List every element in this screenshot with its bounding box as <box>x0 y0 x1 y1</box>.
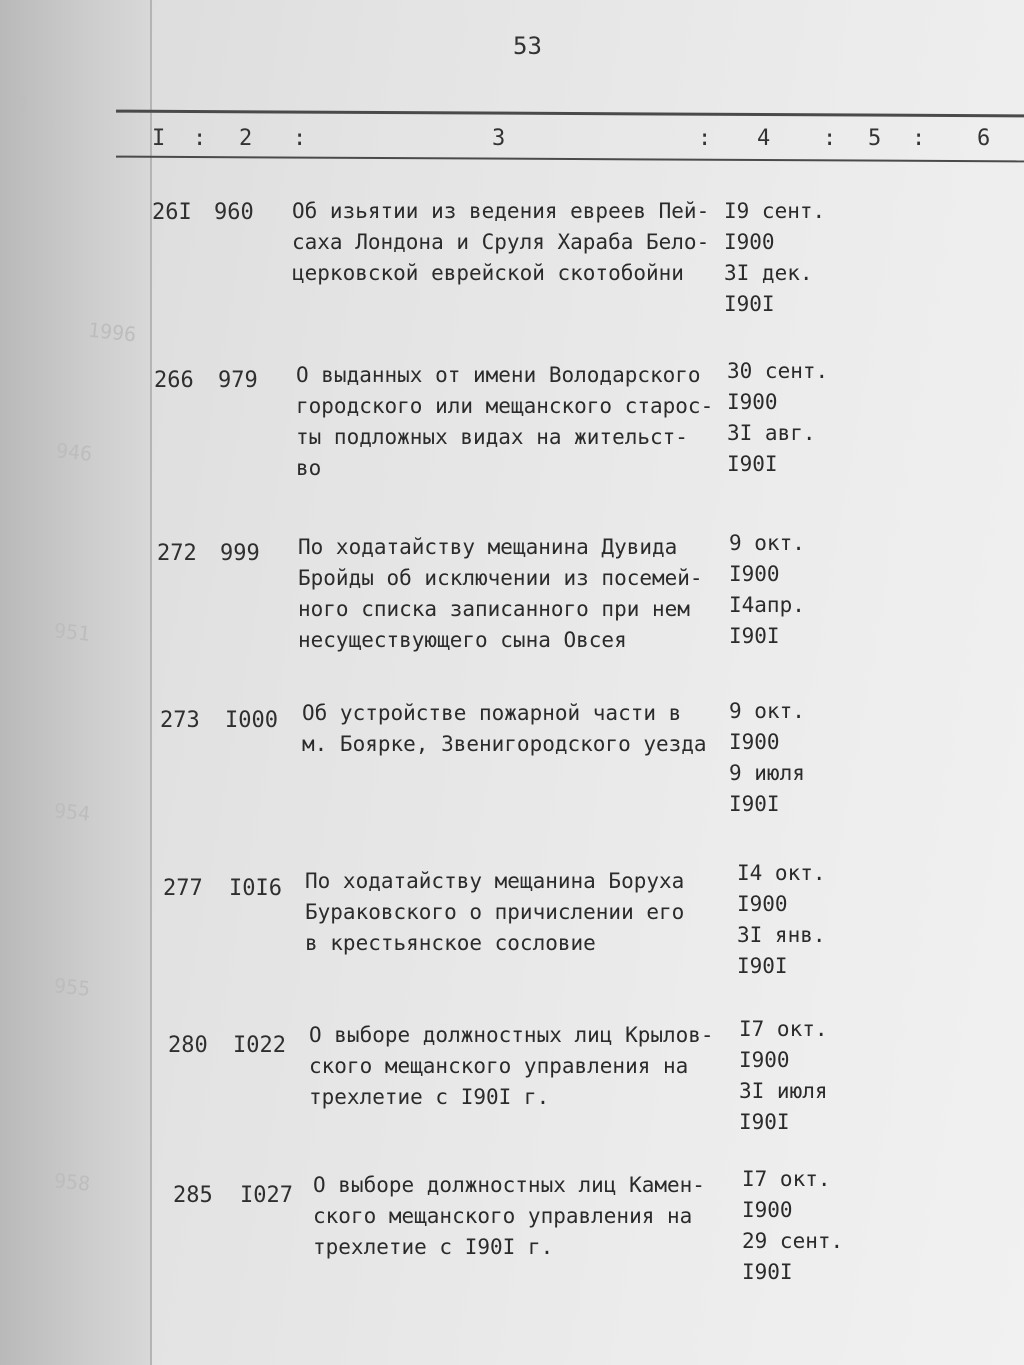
previous-page-edge <box>0 0 152 1365</box>
date-line: I900 <box>727 390 778 414</box>
date-line: I900 <box>742 1198 793 1222</box>
column-header-5: 5 <box>868 126 882 151</box>
case-dates <box>742 1164 843 1288</box>
date-line: I7 окт. <box>739 1017 828 1041</box>
record-number: 277 <box>163 876 203 901</box>
bleed-through-mark: 2 <box>14 91 30 117</box>
date-line: I90I <box>737 954 788 978</box>
case-dates <box>737 858 826 982</box>
date-line: I90I <box>729 792 780 816</box>
record-number: 26I <box>152 200 192 225</box>
date-line: 9 окт. <box>729 699 805 723</box>
case-title <box>302 698 707 760</box>
title-line: По ходатайству мещанина Боруха <box>305 869 685 893</box>
date-line: I4апр. <box>729 593 805 617</box>
bleed-through-mark: 946 <box>54 438 94 466</box>
case-number: 979 <box>218 368 258 393</box>
case-dates <box>729 696 805 820</box>
title-line: Об устройстве пожарной части в <box>302 701 682 725</box>
record-number: 272 <box>157 541 197 566</box>
date-line: 30 сент. <box>727 359 829 383</box>
case-title <box>313 1170 705 1263</box>
case-dates <box>724 196 825 320</box>
case-dates <box>729 528 805 652</box>
date-line: I900 <box>739 1048 790 1072</box>
title-line: ного списка записанного при нем <box>298 597 690 621</box>
column-separator: : <box>293 126 307 151</box>
date-line: 3I июля <box>739 1079 828 1103</box>
case-dates <box>739 1014 828 1138</box>
column-header-2: 2 <box>239 126 253 151</box>
case-number: 999 <box>220 541 260 566</box>
date-line: 9 июля <box>729 761 805 785</box>
case-title <box>305 866 684 959</box>
column-separator: : <box>823 126 837 151</box>
case-number: I022 <box>233 1033 286 1058</box>
date-line: I900 <box>737 892 788 916</box>
page-number: 53 <box>513 32 542 60</box>
title-line: во <box>296 456 322 480</box>
date-line: I90I <box>742 1260 793 1284</box>
date-line: I7 окт. <box>742 1167 831 1191</box>
title-line: Об изьятии из ведения евреев Пей- <box>292 199 710 223</box>
title-line: церковской еврейской скотобойни <box>292 261 684 285</box>
date-line: 3I авг. <box>727 421 816 445</box>
date-line: 3I дек. <box>724 261 813 285</box>
record-number: 266 <box>154 368 194 393</box>
date-line: 9 окт. <box>729 531 805 555</box>
bleed-through-mark: 958 <box>52 1168 92 1196</box>
title-line: саха Лондона и Сруля Хараба Бело- <box>292 230 710 254</box>
date-line: I90I <box>729 624 780 648</box>
date-line: I90I <box>724 292 775 316</box>
case-number: 960 <box>214 200 254 225</box>
title-line: ского мещанского управления на <box>309 1054 689 1078</box>
column-separator: : <box>912 126 926 151</box>
bleed-through-mark: 951 <box>52 618 92 646</box>
case-number: I0I6 <box>229 876 282 901</box>
date-line: I900 <box>729 562 780 586</box>
title-line: ты подложных видах на жительст- <box>296 425 688 449</box>
bleed-through-mark: 954 <box>52 798 92 826</box>
record-number: 273 <box>160 708 200 733</box>
title-line: О выборе должностных лиц Крылов- <box>309 1023 714 1047</box>
record-number: 285 <box>173 1183 213 1208</box>
title-line: Бройды об исключении из посемей- <box>298 566 703 590</box>
date-line: I9 сент. <box>724 199 826 223</box>
case-dates <box>727 356 828 480</box>
title-line: трехлетие с I90I г. <box>309 1085 550 1109</box>
title-line: городского или мещанского старос- <box>296 394 714 418</box>
header-rule-bottom <box>116 156 1024 163</box>
date-line: I90I <box>727 452 778 476</box>
record-number: 280 <box>168 1033 208 1058</box>
case-number: I027 <box>240 1183 293 1208</box>
case-title <box>292 196 709 289</box>
date-line: I900 <box>724 230 775 254</box>
title-line: О выданных от имени Володарского <box>296 363 701 387</box>
header-rule-top <box>116 110 1024 118</box>
title-line: несуществующего сына Овсея <box>298 628 627 652</box>
column-header-4: 4 <box>757 126 771 151</box>
date-line: 3I янв. <box>737 923 826 947</box>
title-line: м. Боярке, Звенигородского уезда <box>302 732 707 756</box>
title-line: трехлетие с I90I г. <box>313 1235 554 1259</box>
date-line: I4 окт. <box>737 861 826 885</box>
column-header-1: I <box>152 126 166 151</box>
bleed-through-mark: 1996 <box>86 317 138 347</box>
column-separator: : <box>698 126 712 151</box>
date-line: I90I <box>739 1110 790 1134</box>
title-line: ского мещанского управления на <box>313 1204 693 1228</box>
column-separator: : <box>193 126 207 151</box>
title-line: Бураковского о причислении его <box>305 900 685 924</box>
case-number: I000 <box>225 708 278 733</box>
column-header-3: 3 <box>492 126 506 151</box>
title-line: По ходатайству мещанина Дувида <box>298 535 678 559</box>
case-title <box>296 360 713 484</box>
title-line: в крестьянское сословие <box>305 931 596 955</box>
bleed-through-mark: 955 <box>52 973 92 1001</box>
title-line: О выборе должностных лиц Камен- <box>313 1173 705 1197</box>
case-title <box>309 1020 714 1113</box>
date-line: 29 сент. <box>742 1229 844 1253</box>
case-title <box>298 532 703 656</box>
column-header-6: 6 <box>977 126 991 151</box>
date-line: I900 <box>729 730 780 754</box>
